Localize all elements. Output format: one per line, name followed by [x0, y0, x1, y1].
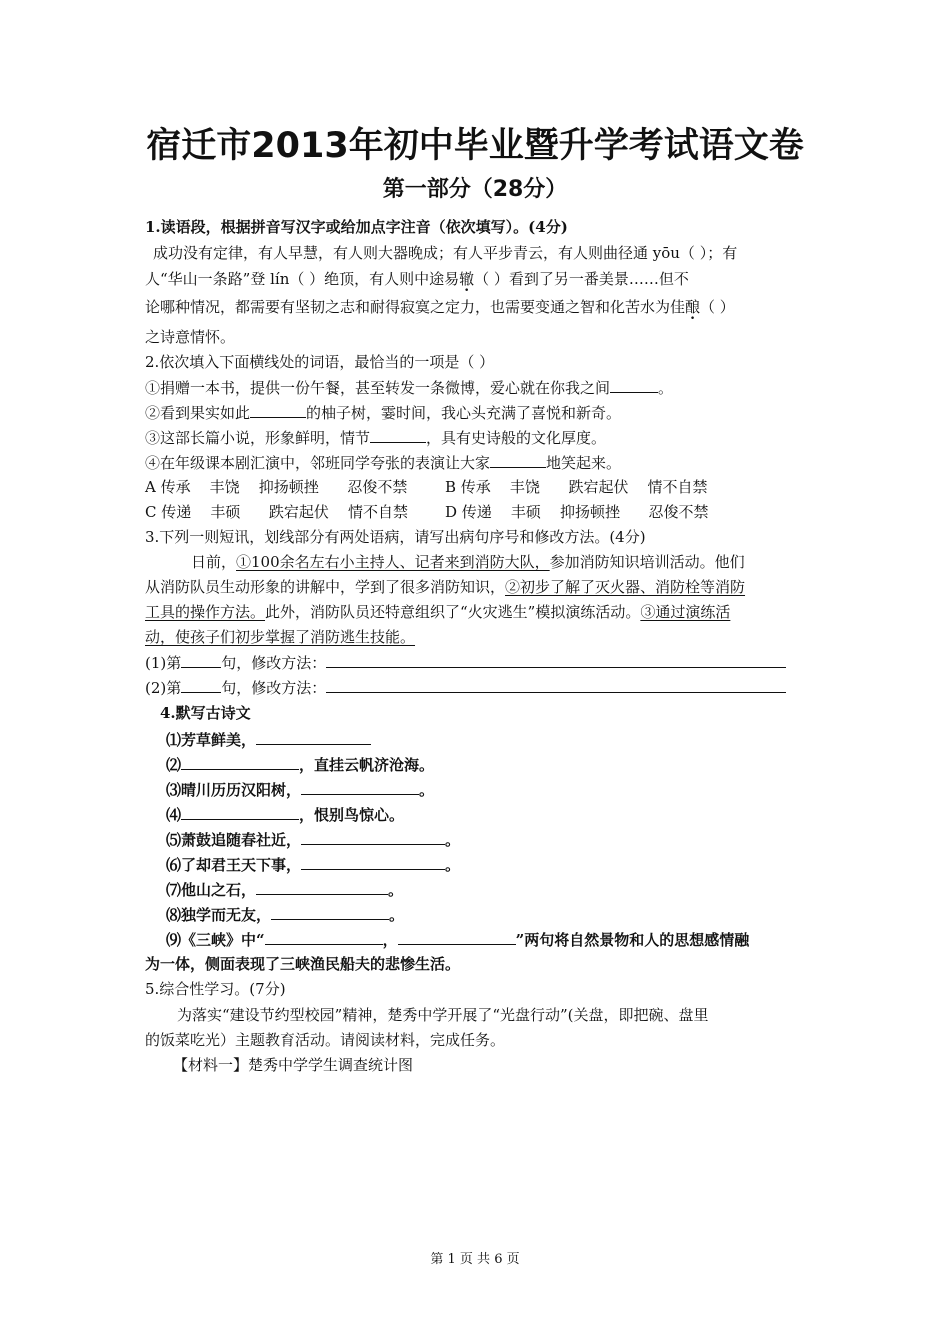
q2-item-4-text: ④在年级课本剧汇演中，邻班同学夸张的表演让大家	[145, 454, 491, 472]
option-d[interactable]: D 传递 丰硕 抑扬顿挫 忍俊不禁	[445, 503, 709, 521]
q2-item-1-end: 。	[658, 379, 674, 397]
q2-item-2-end: 的柚子树，霎时间，我心头充满了喜悦和新奇。	[306, 404, 622, 422]
poem-text: ⑶晴川历历汉阳树，	[166, 781, 302, 799]
q3-answer-label: (1)第	[145, 654, 182, 672]
q3-answer-label: 句，修改方法：	[221, 654, 327, 672]
poem-line-8	[166, 903, 806, 926]
option-b[interactable]: B 传承 丰饶 跌宕起伏 情不自禁	[445, 478, 708, 496]
answer-blank[interactable]	[250, 401, 306, 418]
answer-blank[interactable]	[256, 728, 371, 745]
q3-answer-1	[145, 651, 810, 674]
q3-heading: 3.下列一则短讯，划线部分有两处语病，请写出病句序号和修改方法。(4分)	[145, 528, 646, 546]
answer-blank[interactable]	[181, 676, 221, 693]
answer-blank[interactable]	[326, 651, 786, 668]
poem-line-9-cont: 为一体，侧面表现了三峡渔民船夫的悲惨生活。	[145, 955, 461, 973]
poem-line-9	[166, 928, 810, 951]
q3-text: 参加消防知识培训活动。他们	[549, 553, 745, 571]
dotted-char-zhe: 辙	[459, 270, 475, 288]
poem-line-3	[166, 778, 806, 801]
poem-text: 。	[419, 781, 435, 799]
option-c[interactable]: C 传递 丰硕 跌宕起伏 情不自禁	[145, 503, 408, 521]
underlined-sentence-2: ②初步了解了灭火器、消防栓等消防	[505, 578, 746, 596]
q5-para-1: 为落实“建设节约型校园”精神，楚秀中学开展了“光盘行动”(关盘，即把碗、盘里	[177, 1006, 709, 1024]
poem-text: ⑼《三峡》中“	[166, 931, 265, 949]
page-number: 第 1 页 共 6 页	[430, 1252, 520, 1267]
q2-item-3-end: ，具有史诗般的文化厚度。	[426, 429, 607, 447]
q2-item-4	[145, 451, 810, 474]
answer-blank[interactable]	[301, 853, 445, 870]
q3-text: 从消防队员生动形象的讲解中，学到了很多消防知识，	[145, 578, 506, 596]
poem-line-1	[166, 728, 806, 751]
exam-title: 宿迁市2013年初中毕业暨升学考试语文卷	[146, 126, 804, 166]
q2-item-3-text: ③这部长篇小说，形象鲜明，情节	[145, 429, 371, 447]
q3-text: 此外，消防队员还特意组织了“火灾逃生”模拟演练活动。	[265, 603, 641, 621]
poem-text: ”两句将自然景物和人的思想感情融	[515, 931, 750, 949]
q3-answer-label: (2)第	[145, 679, 182, 697]
poem-text: ⑹了却君王天下事，	[166, 856, 302, 874]
poem-text: ⑵	[166, 756, 182, 774]
q2-item-1-text: ①捐赠一本书，提供一份午餐，甚至转发一条微博，爱心就在你我之间	[145, 379, 611, 397]
q3-answer-label: 句，修改方法：	[221, 679, 327, 697]
answer-blank[interactable]	[398, 928, 516, 945]
answer-blank[interactable]	[265, 928, 383, 945]
q1-line-2-a: 人“华山一条路”登 lín（ ）绝顶，有人则中途易	[145, 270, 460, 288]
answer-blank[interactable]	[256, 878, 388, 895]
q1-line-2-b: （ ）看到了另一番美景……但不	[474, 270, 689, 288]
poem-text: 。	[445, 856, 461, 874]
poem-line-2	[166, 753, 806, 776]
q2-item-2-text: ②看到果实如此	[145, 404, 251, 422]
poem-text: ⑻独学而无友，	[166, 906, 272, 924]
underlined-sentence-3-end: 动，使孩子们初步掌握了消防逃生技能。	[145, 628, 416, 646]
poem-text: ⑺他山之石，	[166, 881, 257, 899]
option-a[interactable]: A 传承 丰饶 抑扬顿挫 忍俊不禁	[145, 478, 408, 496]
q1-heading: 1.读语段，根据拼音写汉字或给加点字注音（依次填写）。(4分)	[145, 218, 568, 236]
q2-item-4-end: 地笑起来。	[546, 454, 622, 472]
underlined-sentence-3: ③通过演练活	[640, 603, 731, 621]
answer-blank[interactable]	[181, 651, 221, 668]
q2-item-3	[145, 426, 810, 449]
q3-para-3	[145, 601, 810, 623]
poem-text: 。	[389, 906, 405, 924]
answer-blank[interactable]	[301, 778, 419, 795]
q4-heading: 4.默写古诗文	[160, 704, 251, 722]
answer-blank[interactable]	[181, 753, 299, 770]
q2-options-ab	[145, 476, 810, 498]
q1-line-3-b: （ ）	[700, 298, 735, 316]
q2-options-cd	[145, 501, 810, 523]
q2-heading: 2.依次填入下面横线处的词语，最恰当的一项是（ ）	[145, 353, 495, 371]
answer-blank[interactable]	[301, 828, 445, 845]
answer-blank[interactable]	[326, 676, 786, 693]
answer-blank[interactable]	[181, 803, 299, 820]
poem-line-5	[166, 828, 806, 851]
answer-blank[interactable]	[610, 376, 658, 393]
q5-heading: 5.综合性学习。(7分)	[145, 980, 286, 998]
underlined-sentence-1: ①100余名左右小主持人、记者来到消防大队，	[236, 553, 550, 571]
answer-blank[interactable]	[370, 426, 426, 443]
poem-text: ⑷	[166, 806, 182, 824]
poem-line-7	[166, 878, 806, 901]
q3-para-4	[145, 626, 810, 648]
poem-text: 。	[445, 831, 461, 849]
poem-line-6	[166, 853, 806, 876]
poem-text: ，直挂云帆济沧海。	[299, 756, 435, 774]
q5-para-2: 的饭菜吃光）主题教育活动。请阅读材料，完成任务。	[145, 1031, 506, 1049]
q1-line-3	[145, 296, 810, 318]
part-heading: 第一部分（28分）	[382, 177, 568, 202]
underlined-sentence-2-end: 工具的操作方法。	[145, 603, 266, 621]
q3-answer-2	[145, 676, 810, 699]
poem-text: ，恨别鸟惊心。	[299, 806, 405, 824]
poem-text: ，	[382, 931, 398, 949]
q1-line-3-a: 论哪种情况，都需要有坚韧之志和耐得寂寞之定力，也需要变通之智和化苦水为佳	[145, 298, 686, 316]
answer-blank[interactable]	[271, 903, 389, 920]
q1-line-1: 成功没有定律，有人早慧，有人则大器晚成；有人平步青云，有人则曲径通 yōu（ ）；有	[153, 244, 738, 262]
answer-blank[interactable]	[490, 451, 546, 468]
dotted-char-niang: 酿	[685, 298, 701, 316]
q3-text: 日前，	[191, 553, 237, 571]
q1-line-4: 之诗意情怀。	[145, 328, 236, 346]
q2-item-1	[145, 376, 810, 399]
q2-item-2	[145, 401, 810, 424]
q3-para-2	[145, 576, 810, 598]
material-label: 【材料一】楚秀中学学生调查统计图	[173, 1056, 414, 1074]
q3-para-1	[145, 551, 810, 573]
poem-text: ⑸萧鼓追随春社近，	[166, 831, 302, 849]
q1-line-2	[145, 268, 810, 290]
poem-line-4	[166, 803, 806, 826]
poem-text: ⑴芳草鲜美，	[166, 731, 257, 749]
poem-text: 。	[388, 881, 404, 899]
